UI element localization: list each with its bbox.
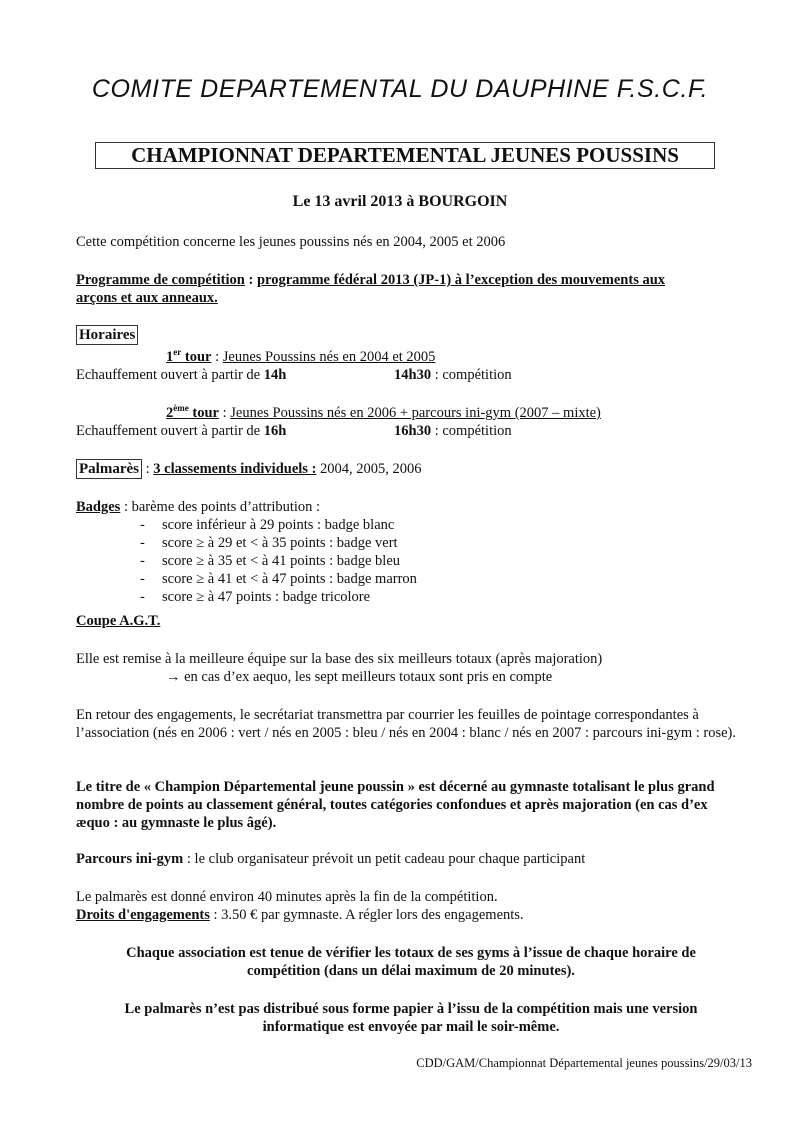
coupe-label: Coupe A.G.T.: [76, 613, 161, 629]
event-date: Le 13 avril 2013 à BOURGOIN: [292, 193, 508, 210]
document-footer: CDD/GAM/Championnat Départemental jeunes poussins/29/03/13: [416, 1056, 752, 1070]
intro-text: Cette compétition concerne les jeunes poussins nés en 2004, 2005 et 2006: [76, 234, 506, 250]
programme-label: Programme de compétition: [76, 272, 245, 288]
tour1-warmup: Echauffement ouvert à partir de 14h: [76, 367, 287, 383]
page-title: CHAMPIONNAT DEPARTEMENTAL JEUNES POUSSINS: [95, 142, 715, 169]
palmares-section: Palmarès : 3 classements individuels : 2004, 2005, 2006: [76, 460, 422, 478]
badges-label: Badges: [76, 499, 121, 515]
tour2-warmup: Echauffement ouvert à partir de 16h: [76, 423, 287, 439]
notice-verification: Chaque association est tenue de vérifier les totaux de ses gyms à l’issue de chaque horaire de compétition (dans un délai maximum de 20 minutes).: [126, 945, 696, 979]
coupe-heading: [76, 612, 160, 630]
horaires-label: Horaires: [76, 325, 138, 345]
parcours-line: Parcours ini-gym : le club organisateur prévoit un petit cadeau pour chaque participant: [76, 851, 586, 867]
programme-line1: [76, 271, 665, 289]
palmares-classements: 3 classements individuels :: [153, 461, 317, 477]
tour1-label: 1er tour: [166, 347, 212, 365]
programme-line2: [76, 289, 218, 307]
programme-sep: :: [244, 272, 257, 288]
droits-line: Droits d'engagements : 3.50 € par gymnaste. A régler lors des engagements.: [76, 907, 524, 923]
list-item: - score ≥ à 35 et < à 41 points : badge bleu: [140, 553, 401, 569]
palmares-note: Le palmarès est donné environ 40 minutes après la fin de la compétition.: [76, 889, 498, 905]
tour1-competition: 14h30 : compétition: [394, 367, 512, 383]
list-item: - score ≥ à 47 points : badge tricolore: [140, 589, 371, 605]
list-item: - score ≥ à 41 et < à 47 points : badge marron: [140, 571, 417, 587]
parcours-label: Parcours ini-gym: [76, 851, 184, 867]
programme-text-2: arçons et aux anneaux.: [76, 290, 218, 306]
tour1-description: Jeunes Poussins nés en 2004 et 2005: [222, 349, 436, 365]
coupe-text: Elle est remise à la meilleure équipe sur la base des six meilleurs totaux (après majoration): [76, 651, 603, 667]
notice-palmares: Le palmarès n’est pas distribué sous forme papier à l’issu de la compétition mais une version informatique est envoyée par mail le soir-même.: [124, 1001, 698, 1035]
list-item: - score ≥ à 29 et < à 35 points : badge vert: [140, 535, 398, 551]
tour2-description: Jeunes Poussins nés en 2006 + parcours ini-gym (2007 – mixte): [230, 405, 601, 421]
coupe-note: → en cas d’ex aequo, les sept meilleurs totaux sont pris en compte: [166, 669, 553, 685]
droits-label: Droits d'engagements: [76, 907, 210, 923]
organization-heading: COMITE DEPARTEMENTAL DU DAUPHINE F.S.C.F.: [91, 75, 709, 103]
programme-text-1: programme fédéral 2013 (JP-1) à l’exception des mouvements aux: [256, 272, 666, 288]
palmares-label: Palmarès: [76, 459, 142, 479]
retour-paragraph: En retour des engagements, le secrétariat transmettra par courrier les feuilles de pointage correspondantes à l’association (nés en 2006 : vert / nés en 2005 : bleu / nés en 2004 : blanc / nés en 2007 : parcours ini-gym : rose).: [76, 707, 737, 741]
tour1-heading: 1er tour : Jeunes Poussins nés en 2004 et 2005: [166, 347, 436, 365]
champion-paragraph: Le titre de « Champion Départemental jeune poussin » est décerné au gymnaste totalisant le plus grand nombre de points au classement général, toutes catégories confondues et après majoration (en cas d’ex æquo : au gymnaste le plus âgé).: [76, 779, 715, 831]
horaires-section: [76, 326, 138, 344]
list-item: - score inférieur à 29 points : badge blanc: [140, 517, 395, 533]
badges-heading: Badges : barème des points d’attribution :: [76, 499, 321, 515]
tour2-heading: 2ème tour : Jeunes Poussins nés en 2006 + parcours ini-gym (2007 – mixte): [166, 403, 601, 421]
tour2-competition: 16h30 : compétition: [394, 423, 512, 439]
badges-list: [140, 516, 417, 606]
tour2-label: 2ème tour: [166, 403, 219, 421]
